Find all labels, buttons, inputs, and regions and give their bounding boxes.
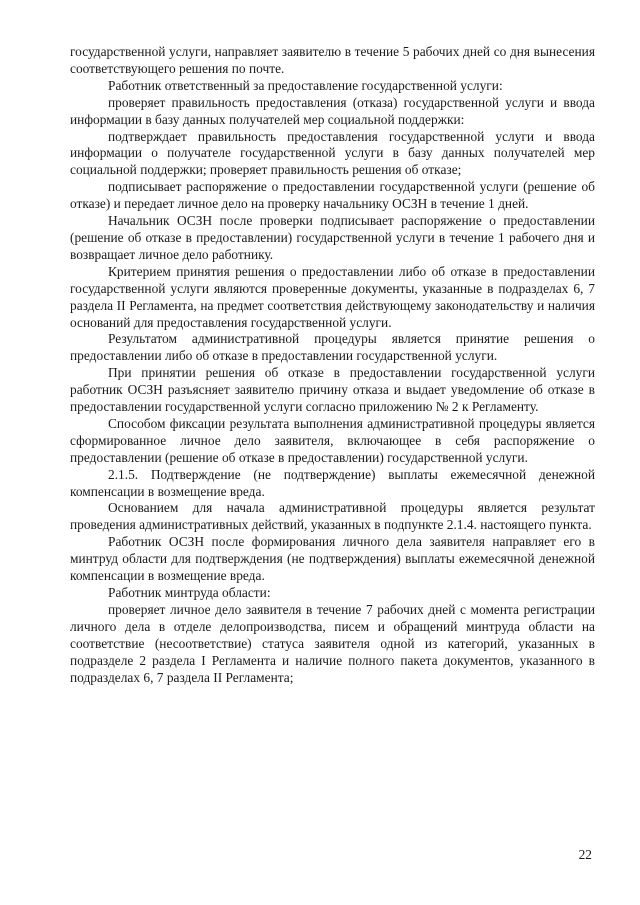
paragraph: Начальник ОСЗН после проверки подписывает распоряжение о предоставлении (решение об отказе в предоставлении) государственной услуги в течение 1 рабочего дня и возвращает личное дело работнику. (70, 213, 595, 262)
paragraph-continuation: государственной услуги, направляет заявителю в течение 5 рабочих дней со дня вынесения соответствующего решения по почте. (70, 44, 595, 76)
document-body (70, 44, 595, 686)
paragraph: подписывает распоряжение о предоставлении государственной услуги (решение об отказе) и передает личное дело на проверку начальнику ОСЗН в течение 1 дней. (70, 179, 595, 212)
paragraph: При принятии решения об отказе в предоставлении государственной услуги работник ОСЗН разъясняет заявителю причину отказа и выдает уведомление об отказе в предоставлении государственной услуги согласно приложению № 2 к Регламенту. (70, 365, 595, 415)
paragraph: проверяет правильность предоставления (отказа) государственной услуги и ввода информации в базу данных получателей мер социальной поддержки: (70, 94, 595, 127)
paragraph: Работник минтруда области: (108, 585, 271, 600)
paragraph: Результатом административной процедуры является принятие решения о предоставлении либо об отказе в предоставлении государственной услуги. (70, 331, 595, 364)
paragraph: Работник ответственный за предоставление государственной услуги: (108, 77, 503, 93)
paragraph: подтверждает правильность предоставления государственной услуги и ввода информации о получателе государственной услуги в базу данных получателей мер социальной поддержки; проверяет правильность решения об отказе; (70, 128, 595, 178)
paragraph: Основанием для начала административной процедуры является результат проведения административных действий, указанных в подпункте 2.1.4. настоящего пункта. (70, 500, 595, 533)
paragraph: Работник ОСЗН после формирования личного дела заявителя направляет его в минтруд области для подтверждения (не подтверждения) выплаты ежемесячной денежной компенсации в возмещение вреда. (70, 534, 595, 584)
paragraph: проверяет личное дело заявителя в течение 7 рабочих дней с момента регистрации личного дела в отделе делопроизводства, писем и обращений минтруда области на соответствие (несоответствие) статуса заявителя одной из категорий, указанных в подразделе 2 раздела I Регламента и наличие полного пакета документов, указанного в подразделах 6, 7 раздела II Регламента; (70, 601, 595, 685)
paragraph: Критерием принятия решения о предоставлении либо об отказе в предоставлении государственной услуги являются проверенные документы, указанные в подразделах 6, 7 раздела II Регламента, на предмет соответствия действующему законодательству и наличия оснований для предоставления государственной услуги. (70, 263, 595, 330)
page-number: 22 (578, 847, 592, 862)
section-heading: 2.1.5. Подтверждение (не подтверждение) выплаты ежемесячной денежной компенсации в возмещение вреда. (70, 466, 595, 499)
paragraph: Способом фиксации результата выполнения административной процедуры является сформированное личное дело заявителя, включающее в себя распоряжение о предоставлении (решение об отказе в предоставлении) государственной услуги. (70, 415, 595, 465)
